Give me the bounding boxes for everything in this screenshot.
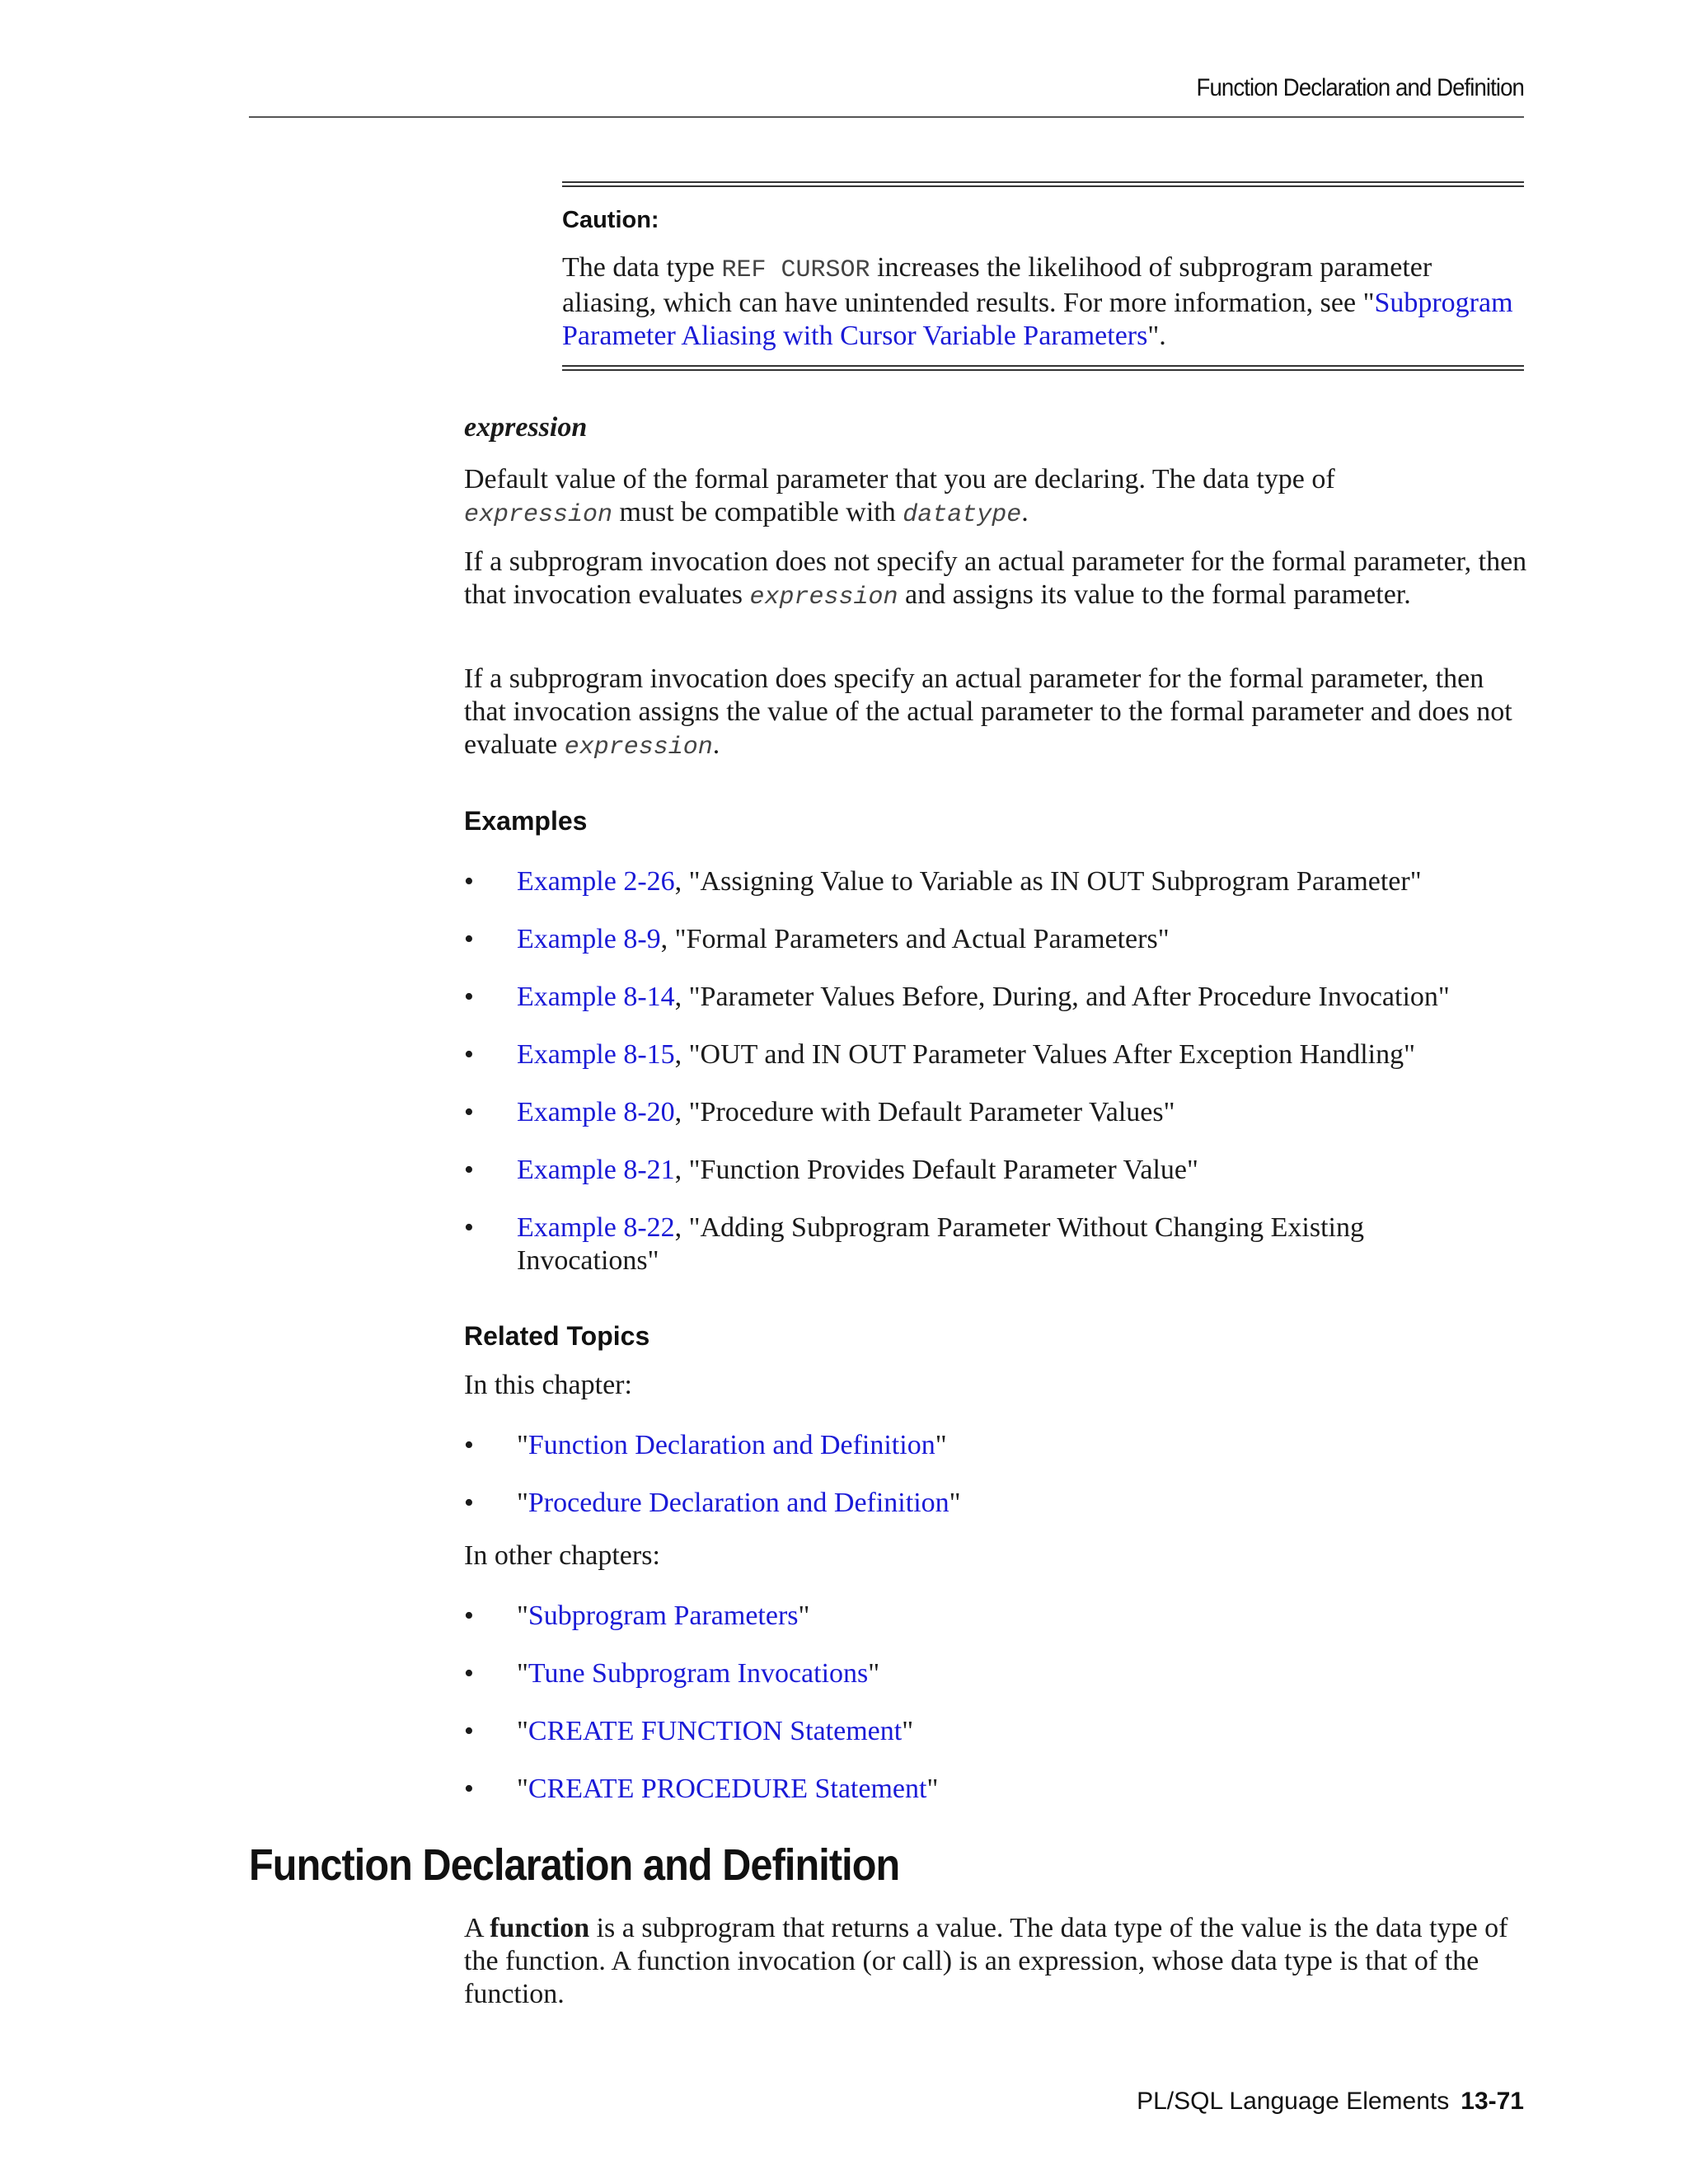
open-quote: " bbox=[517, 1601, 528, 1631]
close-quote: " bbox=[949, 1488, 961, 1518]
expression-para-3 bbox=[464, 663, 1527, 764]
footer-book-title: PL/SQL Language Elements bbox=[1137, 2088, 1450, 2115]
bullet-glyph: • bbox=[464, 1212, 474, 1243]
caution-text-end: ". bbox=[1147, 321, 1166, 351]
p3-a: If a subprogram invocation does specify an actual parameter for the formal parameter, then that invocation assigns the value of the actual parameter to the formal parameter and does not evaluate bbox=[464, 663, 1512, 760]
function-definition-para bbox=[464, 1912, 1527, 2011]
example-desc: , "Adding Subprogram Parameter Without Changing Existing Invocations" bbox=[517, 1212, 1364, 1276]
close-quote: " bbox=[926, 1774, 939, 1804]
example-desc: , "Formal Parameters and Actual Parameters" bbox=[660, 924, 1170, 954]
expression-para-1 bbox=[464, 463, 1527, 532]
p2-code: expression bbox=[749, 583, 898, 612]
close-quote: " bbox=[798, 1601, 810, 1631]
caution-text bbox=[562, 251, 1524, 353]
p3-b: . bbox=[712, 729, 720, 760]
topic-link[interactable]: Subprogram Parameters bbox=[528, 1601, 799, 1631]
ref-cursor-code: REF CURSOR bbox=[721, 256, 870, 284]
in-this-chapter-label: In this chapter: bbox=[464, 1370, 632, 1400]
related-topics-heading: Related Topics bbox=[464, 1321, 650, 1351]
p1-code-expression: expression bbox=[464, 501, 613, 529]
topic-link[interactable]: CREATE FUNCTION Statement bbox=[528, 1716, 903, 1746]
p1-c: . bbox=[1021, 497, 1029, 527]
topic-link[interactable]: Tune Subprogram Invocations bbox=[528, 1658, 869, 1689]
caution-text-a: The data type bbox=[562, 252, 722, 283]
bullet-glyph: • bbox=[464, 1658, 474, 1689]
p1-a: Default value of the formal parameter that you are declaring. The data type of bbox=[464, 464, 1335, 494]
example-link[interactable]: Example 2-26 bbox=[517, 866, 675, 897]
running-header: Function Declaration and Definition bbox=[1196, 74, 1524, 101]
example-desc: , "OUT and IN OUT Parameter Values After Exception Handling" bbox=[674, 1039, 1415, 1070]
example-link[interactable]: Example 8-20 bbox=[517, 1097, 675, 1127]
bullet-glyph: • bbox=[464, 1097, 474, 1127]
bullet-glyph: • bbox=[464, 1716, 474, 1746]
example-link[interactable]: Example 8-22 bbox=[517, 1212, 675, 1243]
open-quote: " bbox=[517, 1658, 528, 1689]
page-number: 13-71 bbox=[1461, 2088, 1524, 2115]
close-quote: " bbox=[902, 1716, 914, 1746]
page-footer bbox=[1137, 2088, 1524, 2116]
term-function-bold: function bbox=[490, 1913, 590, 1943]
p1-code-datatype: datatype bbox=[903, 501, 1022, 529]
caution-box bbox=[562, 181, 1524, 371]
bullet-glyph: • bbox=[464, 982, 474, 1012]
p1-b: must be compatible with bbox=[612, 497, 903, 527]
topic-link[interactable]: Function Declaration and Definition bbox=[528, 1430, 935, 1460]
aliasing-link[interactable]: Subprogram Parameter Aliasing with Cursor Variable Parameters bbox=[562, 288, 1513, 351]
open-quote: " bbox=[517, 1716, 528, 1746]
topic-link[interactable]: CREATE PROCEDURE Statement bbox=[528, 1774, 927, 1804]
bullet-glyph: • bbox=[464, 1039, 474, 1070]
bullet-glyph: • bbox=[464, 1488, 474, 1518]
section-p-a: A bbox=[464, 1913, 490, 1943]
example-desc: , "Procedure with Default Parameter Values" bbox=[674, 1097, 1175, 1127]
example-desc: , "Function Provides Default Parameter Value" bbox=[674, 1155, 1198, 1185]
open-quote: " bbox=[517, 1488, 528, 1518]
section-heading: Function Declaration and Definition bbox=[249, 1840, 900, 1890]
close-quote: " bbox=[868, 1658, 880, 1689]
example-link[interactable]: Example 8-21 bbox=[517, 1155, 675, 1185]
in-other-chapters-label: In other chapters: bbox=[464, 1540, 660, 1571]
open-quote: " bbox=[517, 1430, 528, 1460]
caution-text-b: increases the likelihood of subprogram parameter aliasing, which can have unintended results. For more information, see " bbox=[562, 252, 1432, 318]
term-expression: expression bbox=[464, 412, 588, 443]
bullet-glyph: • bbox=[464, 1430, 474, 1460]
example-link[interactable]: Example 8-15 bbox=[517, 1039, 675, 1070]
topic-link[interactable]: Procedure Declaration and Definition bbox=[528, 1488, 950, 1518]
bullet-glyph: • bbox=[464, 924, 474, 954]
bullet-glyph: • bbox=[464, 1155, 474, 1185]
p3-code: expression bbox=[564, 733, 713, 762]
bullet-glyph: • bbox=[464, 1601, 474, 1631]
p2-b: and assigns its value to the formal parameter. bbox=[898, 579, 1411, 610]
close-quote: " bbox=[935, 1430, 947, 1460]
example-link[interactable]: Example 8-9 bbox=[517, 924, 661, 954]
example-link[interactable]: Example 8-14 bbox=[517, 982, 675, 1012]
bullet-glyph: • bbox=[464, 1774, 474, 1804]
examples-heading: Examples bbox=[464, 806, 588, 836]
expression-para-2 bbox=[464, 546, 1527, 614]
section-p-b: is a subprogram that returns a value. The data type of the value is the data type of the function. A function invocation (or call) is an expression, whose data type is that of the function. bbox=[464, 1913, 1508, 2009]
header-rule bbox=[249, 116, 1524, 118]
open-quote: " bbox=[517, 1774, 528, 1804]
caution-title: Caution: bbox=[562, 207, 659, 233]
example-desc: , "Parameter Values Before, During, and After Procedure Invocation" bbox=[674, 982, 1450, 1012]
example-desc: , "Assigning Value to Variable as IN OUT Subprogram Parameter" bbox=[674, 866, 1422, 897]
p2-a: If a subprogram invocation does not specify an actual parameter for the formal parameter, then that invocation evaluates bbox=[464, 546, 1527, 610]
bullet-glyph: • bbox=[464, 866, 474, 897]
